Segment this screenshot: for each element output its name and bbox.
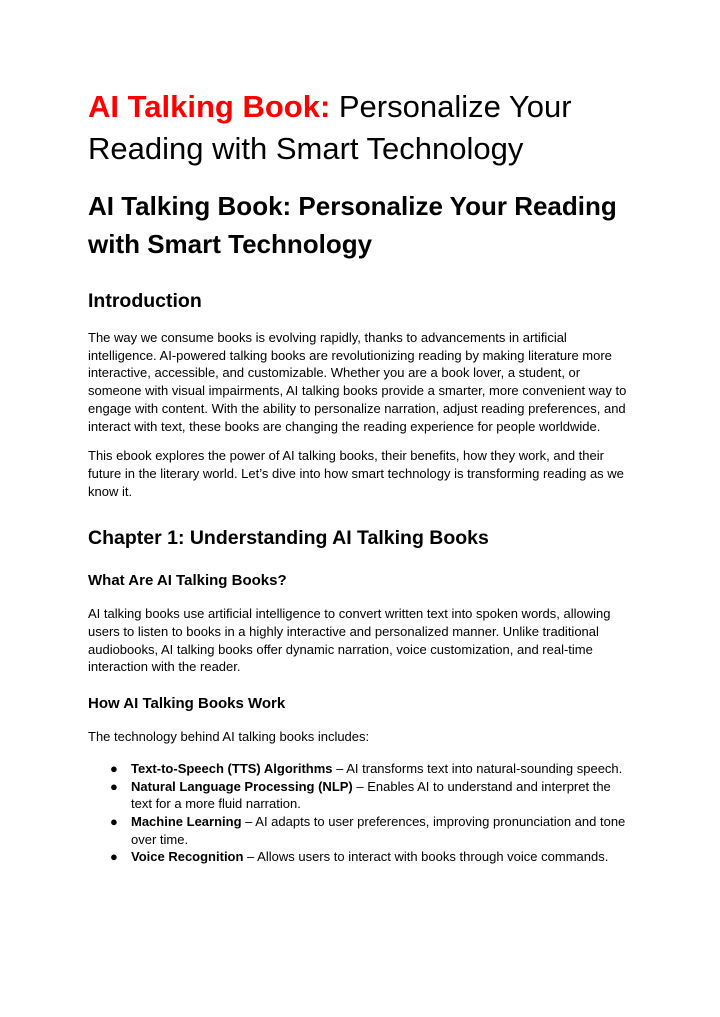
list-item-description: – AI adapts to user preferences, improving pronunciation and tone over time. [131,813,626,847]
title-rest: Personalize Your Reading with Smart Technology [88,89,572,166]
introduction-paragraph-1: The way we consume books is evolving rapidly, thanks to advancements in artificial intelligence. AI-powered talking books are revolutionizing reading by making literature more interactive, accessible, and customizable. Whether you are a book lover, a student, or someone with visual impairments, AI talking books provide a smarter, more convenient way to engage with content. With the ability to personalize narration, adjust reading preferences, and interact with text, these books are changing the reading experience for people worldwide. [88,330,627,434]
list-item-description: – AI transforms text into natural-sounding speech. [332,760,623,776]
introduction-heading: Introduction [88,290,202,312]
bullet-icon: ● [110,813,118,829]
list-item-description: – Enables AI to understand and interpret the text for a more fluid narration. [131,778,611,812]
introduction-paragraph-2: This ebook explores the power of AI talking books, their benefits, how they work, and their future in the literary world. Let’s dive into how smart technology is transforming reading as we know it. [88,448,624,499]
section-what-are-heading: What Are AI Talking Books? [88,572,287,590]
list-item [88,848,633,866]
section-how-work-intro: The technology behind AI talking books includes: [88,729,370,745]
bullet-icon: ● [110,778,118,794]
bullet-icon: ● [110,849,118,865]
section-what-are-paragraph: AI talking books use artificial intelligence to convert written text into spoken words, allowing users to listen to books in a highly interactive and personalized manner. Unlike traditional audiobooks, AI talking books offer dynamic narration, voice customization, and real-time interaction with the reader. [88,606,611,675]
section-how-work-heading: How AI Talking Books Work [88,695,286,713]
chapter-1-heading: Chapter 1: Understanding AI Talking Books [88,527,489,550]
technology-bullet-list [88,760,633,866]
list-item-term: Natural Language Processing (NLP) [131,778,353,794]
document-page [88,0,633,866]
list-item-term: Voice Recognition [131,849,244,865]
main-heading: AI Talking Book: Personalize Your Reading with Smart Technology [88,191,617,259]
list-item [88,760,633,778]
title-accent: AI Talking Book: [88,89,331,124]
list-item [88,778,633,813]
list-item [88,813,633,848]
bullet-icon: ● [110,760,118,776]
list-item-term: Text-to-Speech (TTS) Algorithms [131,760,333,776]
list-item-term: Machine Learning [131,813,242,829]
document-title [88,0,633,170]
list-item-description: – Allows users to interact with books through voice commands. [243,849,609,865]
